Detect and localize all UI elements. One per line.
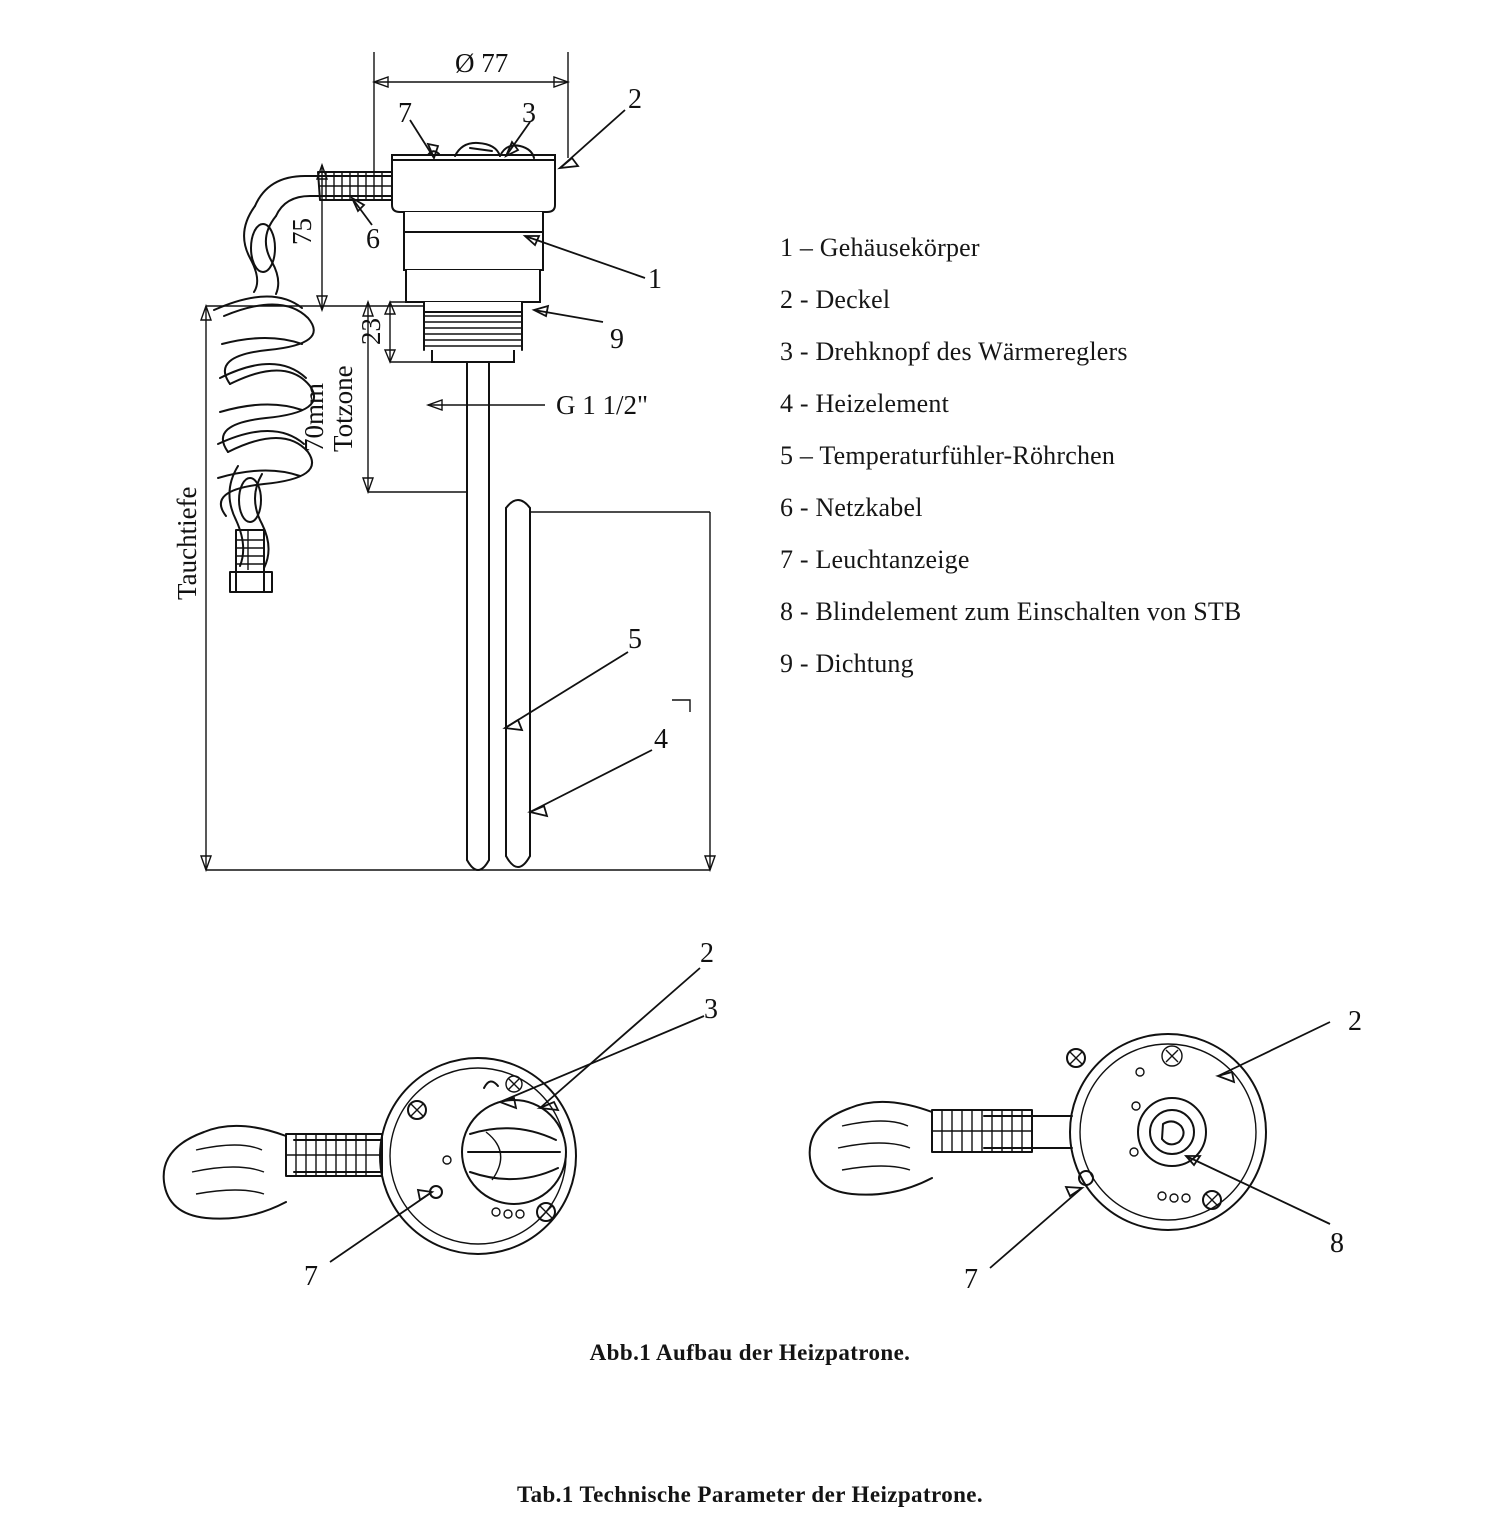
legend-item-6: 6 - Netzkabel xyxy=(780,493,923,522)
callout-7-right: 7 xyxy=(964,1264,978,1295)
bottom-left-top-view xyxy=(164,938,718,1292)
callout-7-main: 7 xyxy=(398,98,412,129)
dim-75-text: 75 xyxy=(287,218,317,245)
legend-item-1: 1 – Gehäusekörper xyxy=(780,233,980,262)
legend-item-5: 5 – Temperaturfühler-Röhrchen xyxy=(780,441,1116,470)
dim-immersion-text: Tauchtiefe xyxy=(172,486,202,600)
legend-item-4: 4 - Heizelement xyxy=(780,389,950,418)
callout-2-main: 2 xyxy=(628,84,642,115)
callout-7-left: 7 xyxy=(304,1261,318,1292)
table-caption: Tab.1 Technische Parameter der Heizpatrone. xyxy=(516,1482,984,1507)
callout-4-main: 4 xyxy=(654,724,668,755)
bottom-right-top-view xyxy=(810,1006,1362,1295)
legend-item-3: 3 - Drehknopf des Wärmereglers xyxy=(780,337,1128,366)
thread-hatch xyxy=(424,312,522,350)
plug-body xyxy=(230,530,272,592)
dim-diameter-text: Ø 77 xyxy=(455,48,509,78)
legend-item-7: 7 - Leuchtanzeige xyxy=(780,545,970,574)
main-side-view xyxy=(172,48,715,870)
callout-2-right: 2 xyxy=(1348,1006,1362,1037)
legend-item-9: 9 - Dichtung xyxy=(780,649,914,678)
thread-callout xyxy=(428,400,545,410)
dim-23-text: 23 xyxy=(356,318,386,345)
legend-item-2: 2 - Deckel xyxy=(780,285,891,314)
callout-3-main: 3 xyxy=(522,98,536,129)
callout-5-main: 5 xyxy=(628,624,642,655)
dim-hot-zone-text-b: Totzone xyxy=(328,365,358,452)
legend-item-8: 8 - Blindelement zum Einschalten von STB xyxy=(780,597,1242,626)
dim-hot-zone-text-a: 70mm xyxy=(299,382,329,452)
callout-9-main: 9 xyxy=(610,324,624,355)
figure-caption: Abb.1 Aufbau der Heizpatrone. xyxy=(589,1340,911,1365)
callout-8-right: 8 xyxy=(1330,1228,1344,1259)
callout-6-main: 6 xyxy=(366,224,380,255)
dim-thread-text: G 1 1/2" xyxy=(556,390,649,420)
callout-3-left: 3 xyxy=(704,994,718,1025)
legend-list xyxy=(780,222,1420,690)
callout-1-main: 1 xyxy=(648,264,662,295)
callout-2-left: 2 xyxy=(700,938,714,969)
